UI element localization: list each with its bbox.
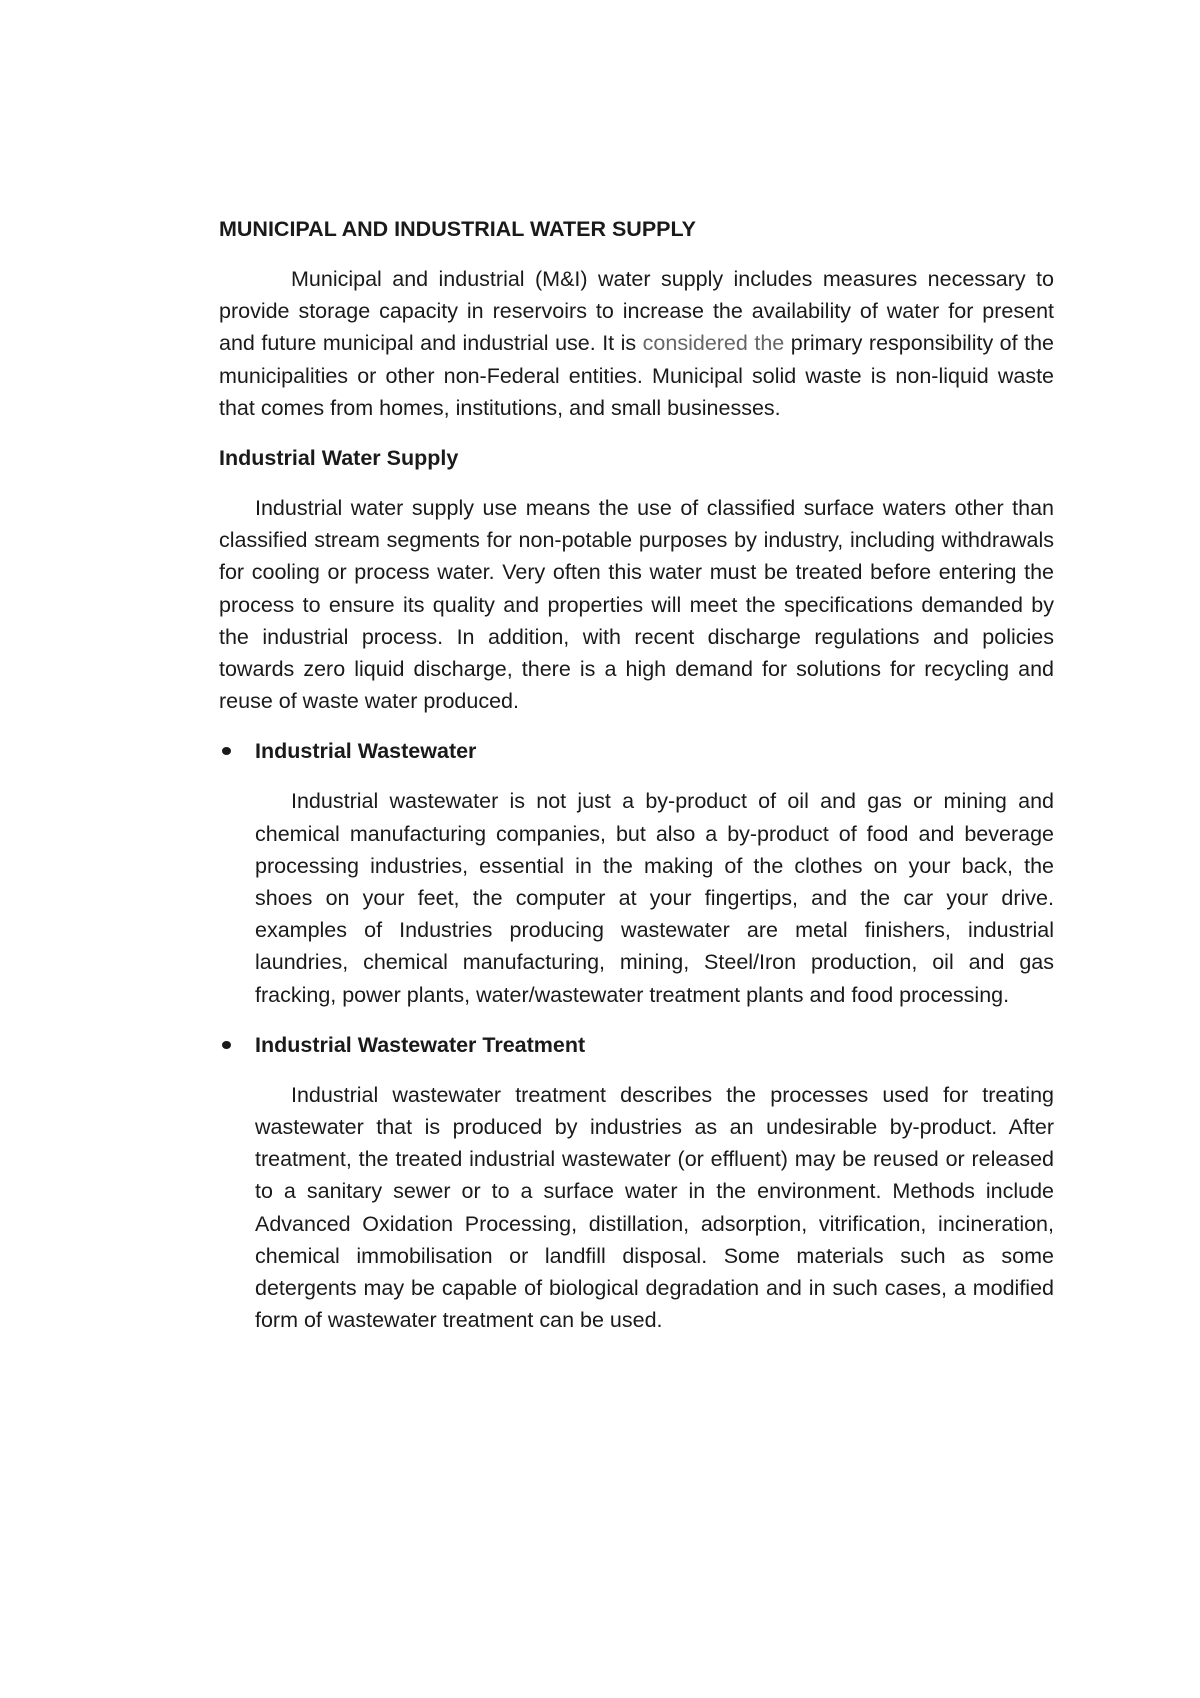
bullet-icon: [222, 747, 231, 755]
bullet-body: Industrial wastewater is not just a by-product of oil and gas or mining and chemical manufacturing companies, but also a by-product of food and beverage processing industries, essential in the making of the clothes on your back, the shoes on your feet, the computer at your fingertips, and the car your drive. examples of Industries producing wastewater are metal finishers, industrial laundries, chemical manufacturing, mining, Steel/Iron production, oil and gas fracking, power plants, water/wastewater treatment plants and food processing.: [255, 789, 1054, 1007]
section-heading-industrial-water-supply: Industrial Water Supply: [219, 446, 459, 471]
bullet-heading: [219, 735, 1054, 767]
section-body-industrial-water-supply: Industrial water supply use means the use of classified surface waters other than classified stream segments for non-potable purposes by industry, including withdrawals for cooling or process water. Very often this water must be treated before entering the process to ensure its quality and properties will meet the specifications demanded by the industrial process. In addition, with recent discharge regulations and policies towards zero liquid discharge, there is a high demand for solutions for recycling and reuse of waste water produced.: [219, 496, 1054, 714]
bullet-heading-text: Industrial Wastewater Treatment: [255, 1032, 586, 1057]
bullet-item-industrial-wastewater-treatment: [255, 1029, 1054, 1337]
bullet-heading: [219, 1029, 1054, 1061]
intro-text-end: primary responsibility of the municipalities or other non-Federal entities. Municipal solid waste is non-liquid waste that comes from homes, institutions, and small businesses.: [219, 331, 1054, 420]
bullet-item-industrial-wastewater: [255, 735, 1054, 1010]
bullet-body: Industrial wastewater treatment describes the processes used for treating wastewater that is produced by industries as an undesirable by-product. After treatment, the treated industrial wastewater (or effluent) may be reused or released to a sanitary sewer or to a surface water in the environment. Methods include Advanced Oxidation Processing, distillation, adsorption, vitrification, incineration, chemical immobilisation or landfill disposal. Some materials such as some detergents may be capable of biological degradation and in such cases, a modified form of wastewater treatment can be used.: [255, 1082, 1054, 1333]
bullet-icon: [222, 1041, 231, 1049]
intro-text-start: Municipal and industrial (M&I) water supply includes measures necessary to provide storage capacity in reservoirs to increase the availability of water for present and future municipal and industrial use. It is: [219, 267, 1054, 356]
document-page: [219, 213, 1054, 1336]
document-title: MUNICIPAL AND INDUSTRIAL WATER SUPPLY: [219, 217, 697, 241]
bullet-heading-text: Industrial Wastewater: [255, 739, 477, 764]
intro-text-gray: considered the: [642, 331, 785, 356]
intro-paragraph: [219, 263, 1054, 424]
